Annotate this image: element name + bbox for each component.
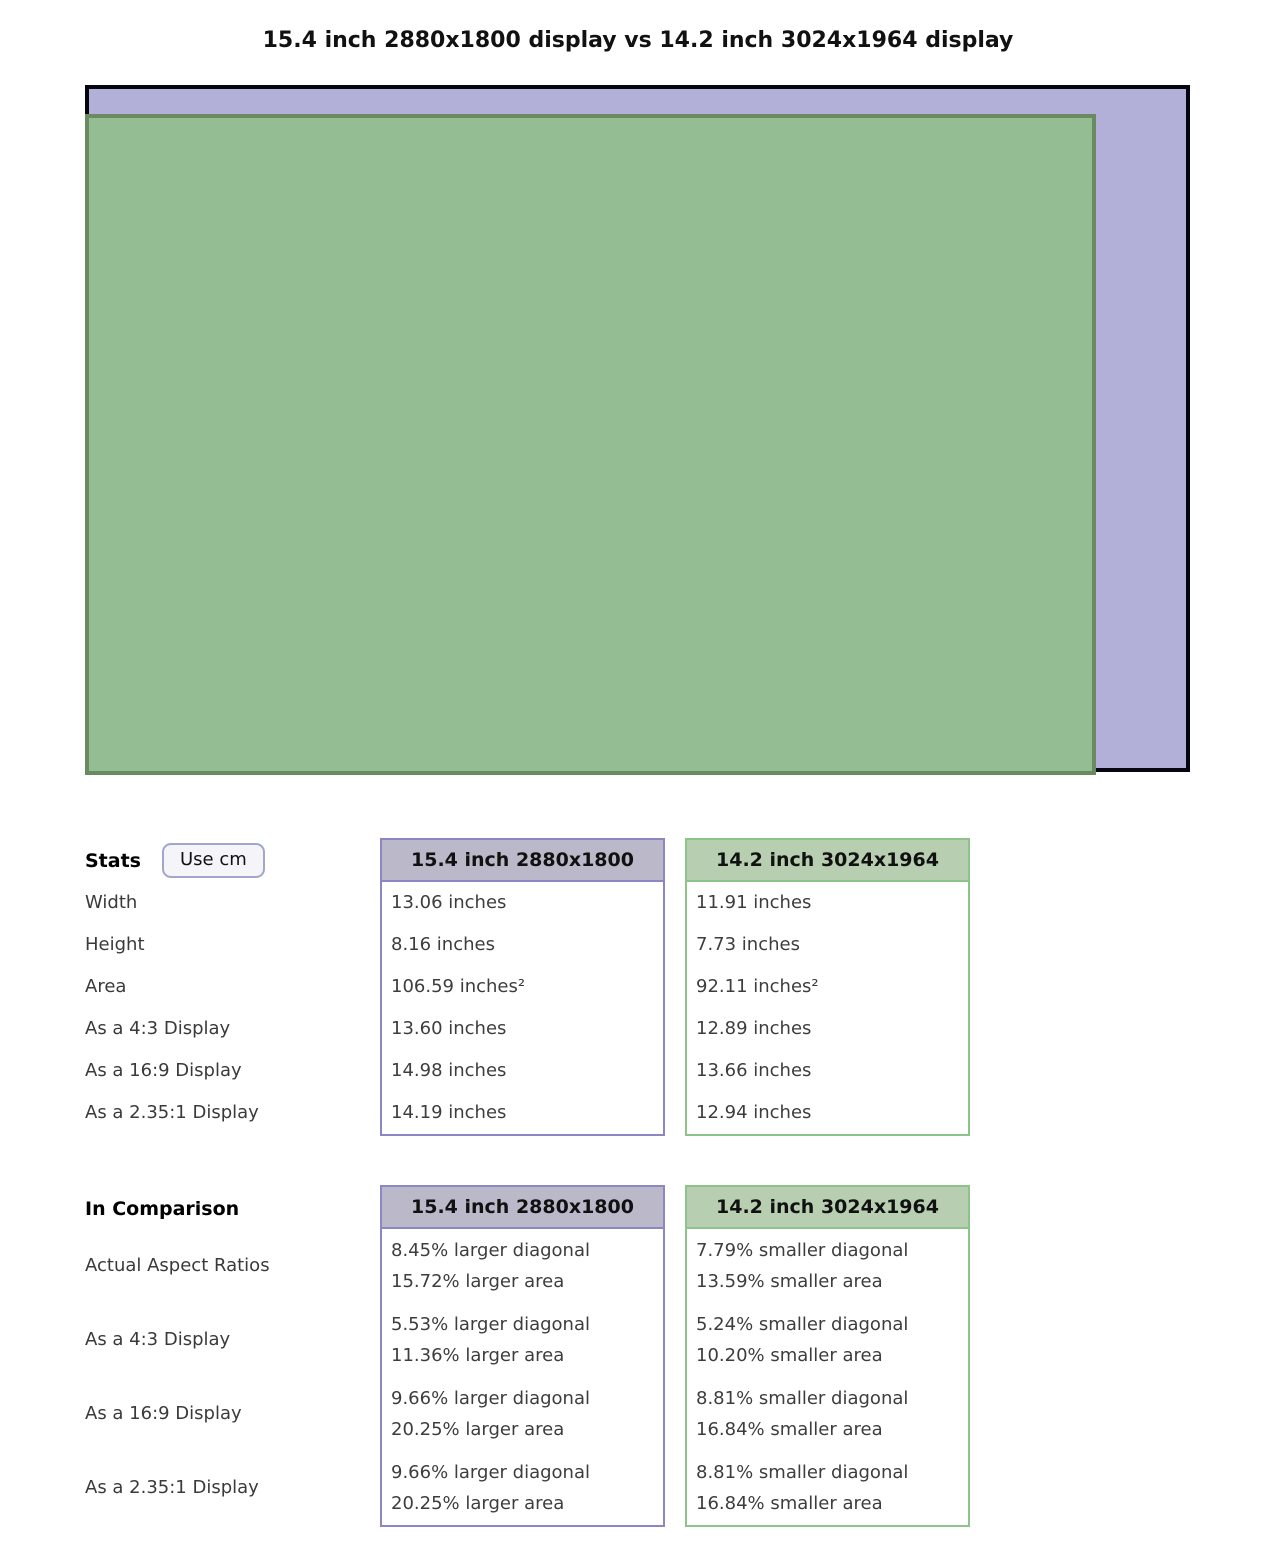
comparison-table-display2	[685, 1185, 970, 1527]
use-cm-button[interactable]: Use cm	[162, 843, 265, 878]
comparison-line: 8.81% smaller diagonal	[696, 1388, 909, 1409]
stats-display2-235-1: 12.94 inches	[696, 1102, 812, 1123]
stats-display2-body	[685, 882, 970, 1136]
comparison-line: 10.20% smaller area	[696, 1345, 883, 1366]
stats-display2-header: 14.2 inch 3024x1964	[685, 838, 970, 882]
comparison-display1-actual	[382, 1229, 663, 1303]
comparison-line: 20.25% larger area	[391, 1419, 565, 1440]
comparison-line: 5.53% larger diagonal	[391, 1314, 590, 1335]
stats-display1-235-1: 14.19 inches	[391, 1102, 507, 1123]
stats-table-display2	[685, 838, 970, 1136]
comparison-display2-header: 14.2 inch 3024x1964	[685, 1185, 970, 1229]
stats-display1-height: 8.16 inches	[391, 934, 495, 955]
page-title: 15.4 inch 2880x1800 display vs 14.2 inch 3024x1964 display	[262, 28, 1014, 53]
comparison-display1-16-9	[382, 1377, 663, 1451]
comparison-line: 11.36% larger area	[391, 1345, 565, 1366]
comparison-line: 20.25% larger area	[391, 1493, 565, 1514]
comparison-display2-235-1	[687, 1451, 968, 1525]
comparison-line: 5.24% smaller diagonal	[696, 1314, 909, 1335]
stats-display2-height: 7.73 inches	[696, 934, 800, 955]
comparison-table-display1	[380, 1185, 665, 1527]
comparison-line: 8.81% smaller diagonal	[696, 1462, 909, 1483]
stats-display1-16-9: 14.98 inches	[391, 1060, 507, 1081]
comparison-line: 16.84% smaller area	[696, 1493, 883, 1514]
stats-display2-width: 11.91 inches	[696, 892, 812, 913]
stats-label-4-3: As a 4:3 Display	[85, 1018, 231, 1039]
stats-display1-4-3: 13.60 inches	[391, 1018, 507, 1039]
comparison-label-4-3: As a 4:3 Display	[85, 1329, 231, 1350]
stats-display2-4-3: 12.89 inches	[696, 1018, 812, 1039]
stats-table-display1	[380, 838, 665, 1136]
comparison-display1-235-1	[382, 1451, 663, 1525]
stats-label-height: Height	[85, 934, 145, 955]
comparison-line: 13.59% smaller area	[696, 1271, 883, 1292]
stats-display1-width: 13.06 inches	[391, 892, 507, 913]
comparison-label-16-9: As a 16:9 Display	[85, 1403, 242, 1424]
comparison-display2-4-3	[687, 1303, 968, 1377]
comparison-line: 16.84% smaller area	[696, 1419, 883, 1440]
stats-label-area: Area	[85, 976, 127, 997]
stats-label-16-9: As a 16:9 Display	[85, 1060, 242, 1081]
stats-display1-header: 15.4 inch 2880x1800	[380, 838, 665, 882]
comparison-display2-16-9	[687, 1377, 968, 1451]
stats-heading: Stats	[85, 850, 141, 872]
comparison-heading: In Comparison	[85, 1198, 240, 1220]
comparison-display1-body	[380, 1229, 665, 1527]
display2-rectangle	[85, 114, 1096, 775]
comparison-line: 9.66% larger diagonal	[391, 1388, 590, 1409]
comparison-display2-actual	[687, 1229, 968, 1303]
stats-display1-area: 106.59 inches²	[391, 976, 526, 997]
comparison-line: 9.66% larger diagonal	[391, 1462, 590, 1483]
comparison-label-235-1: As a 2.35:1 Display	[85, 1477, 259, 1498]
stats-display2-16-9: 13.66 inches	[696, 1060, 812, 1081]
stats-label-235-1: As a 2.35:1 Display	[85, 1102, 259, 1123]
comparison-display1-header: 15.4 inch 2880x1800	[380, 1185, 665, 1229]
stats-display2-area: 92.11 inches²	[696, 976, 819, 997]
stats-label-width: Width	[85, 892, 138, 913]
stats-display1-body	[380, 882, 665, 1136]
comparison-line: 8.45% larger diagonal	[391, 1240, 590, 1261]
comparison-label-actual: Actual Aspect Ratios	[85, 1255, 270, 1276]
display-size-visualization	[85, 85, 1190, 775]
comparison-line: 7.79% smaller diagonal	[696, 1240, 909, 1261]
comparison-line: 15.72% larger area	[391, 1271, 565, 1292]
comparison-row-labels	[85, 1229, 270, 1525]
comparison-display2-body	[685, 1229, 970, 1527]
stats-row-labels	[85, 882, 259, 1134]
comparison-display1-4-3	[382, 1303, 663, 1377]
